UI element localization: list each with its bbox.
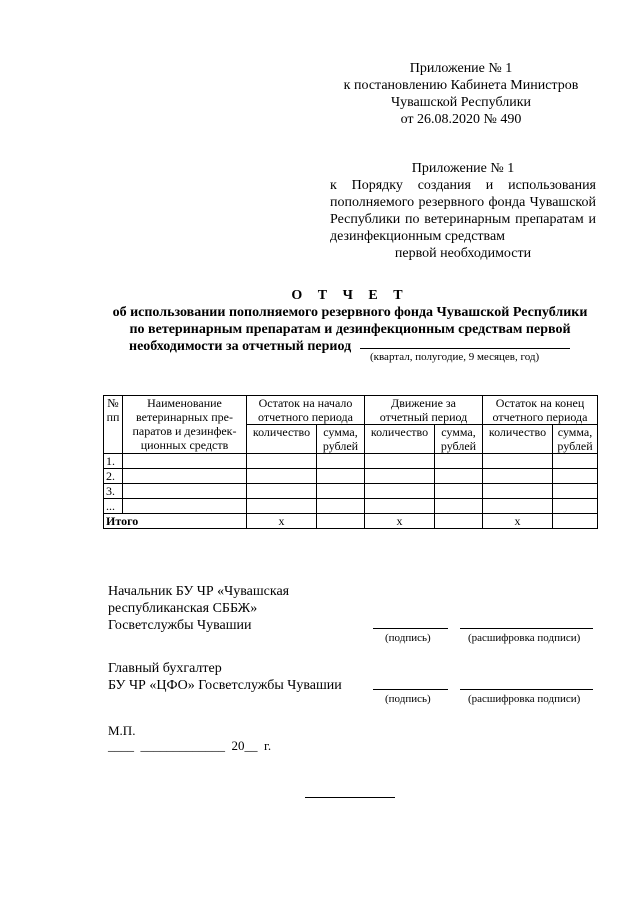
signature-caption: (подпись) — [385, 632, 431, 644]
chief-decode-line[interactable] — [460, 628, 593, 629]
cell[interactable] — [365, 499, 435, 514]
period-hint: (квартал, полугодие, 9 месяцев, год) — [370, 351, 540, 363]
x-mark: х — [483, 514, 553, 529]
cell[interactable] — [483, 484, 553, 499]
appendix-1-line-3: Чувашской Республики — [390, 95, 532, 110]
appendix-1-line-4: от 26.08.2020 № 490 — [400, 112, 522, 127]
chief-line-3: Госветслужбы Чувашии — [108, 618, 252, 633]
cell[interactable] — [123, 499, 247, 514]
row-number: 3. — [104, 484, 123, 499]
row-number: 2. — [104, 469, 123, 484]
row-number: 1. — [104, 454, 123, 469]
cell[interactable] — [435, 514, 483, 529]
cell[interactable] — [247, 484, 317, 499]
chief-line-1: Начальник БУ ЧР «Чувашская — [108, 584, 290, 599]
cell[interactable] — [483, 469, 553, 484]
cell[interactable] — [247, 469, 317, 484]
header-qty: количество — [365, 425, 435, 454]
bottom-separator — [305, 797, 395, 798]
cell[interactable] — [317, 514, 365, 529]
date-line[interactable]: ____ _____________ 20__ г. — [108, 738, 272, 753]
cell[interactable] — [435, 484, 483, 499]
cell[interactable] — [123, 484, 247, 499]
cell[interactable] — [435, 499, 483, 514]
cell[interactable] — [247, 454, 317, 469]
cell[interactable] — [483, 499, 553, 514]
appendix-1-line-1: Приложение № 1 — [409, 61, 513, 76]
cell[interactable] — [247, 499, 317, 514]
header-name: Наименование ветеринарных пре-паратов и дезинфек-ционных средств — [123, 396, 247, 454]
cell[interactable] — [317, 454, 365, 469]
header-qty: количество — [483, 425, 553, 454]
appendix-header-2 — [330, 160, 596, 262]
appendix-2-line-1: Приложение № 1 — [411, 161, 515, 176]
appendix-2-body: к Порядку создания и использования пополняемого резервного фонда Чувашской Республики по ветеринарным препаратам и дезинфекционным средствам — [330, 178, 596, 244]
cell[interactable] — [123, 454, 247, 469]
period-input-line[interactable] — [360, 348, 570, 349]
cell[interactable] — [317, 484, 365, 499]
header-sum: сумма, рублей — [317, 425, 365, 454]
cell[interactable] — [483, 454, 553, 469]
cell[interactable] — [553, 514, 598, 529]
header-qty: количество — [247, 425, 317, 454]
stamp-label: М.П. — [108, 723, 136, 738]
cell[interactable] — [553, 469, 598, 484]
report-subtitle-2: по ветеринарным препаратам и дезинфекционным средствам первой — [129, 322, 571, 337]
x-mark: х — [247, 514, 317, 529]
accountant-line-1: Главный бухгалтер — [108, 661, 222, 676]
header-number: № пп — [104, 396, 123, 454]
report-subtitle-1: об использовании пополняемого резервного фонда Чувашской Республики — [112, 305, 588, 320]
decode-caption: (расшифровка подписи) — [468, 632, 581, 644]
header-sum: сумма, рублей — [553, 425, 598, 454]
cell[interactable] — [365, 469, 435, 484]
row-number: ... — [104, 499, 123, 514]
report-title: О Т Ч Е Т — [291, 288, 409, 303]
cell[interactable] — [553, 484, 598, 499]
table-row — [104, 469, 598, 484]
total-label: Итого — [104, 514, 247, 529]
report-table — [103, 395, 598, 529]
header-sum: сумма, рублей — [435, 425, 483, 454]
accountant-signature-line[interactable] — [373, 689, 448, 690]
signature-caption: (подпись) — [385, 693, 431, 705]
cell[interactable] — [317, 499, 365, 514]
header-end-balance: Остаток на конец отчетного периода — [483, 396, 598, 425]
accountant-block — [108, 660, 342, 694]
cell[interactable] — [553, 454, 598, 469]
report-subtitle-3: необходимости за отчетный период — [129, 339, 352, 354]
header-movement: Движение за отчетный период — [365, 396, 483, 425]
cell[interactable] — [435, 469, 483, 484]
total-row — [104, 514, 598, 529]
table-row — [104, 484, 598, 499]
appendix-2-last: первой необходимости — [394, 246, 532, 261]
chief-line-2: республиканская СББЖ» — [108, 601, 258, 616]
cell[interactable] — [435, 454, 483, 469]
header-start-balance: Остаток на начало отчетного периода — [247, 396, 365, 425]
cell[interactable] — [365, 484, 435, 499]
appendix-header-1 — [330, 60, 592, 128]
x-mark: х — [365, 514, 435, 529]
accountant-decode-line[interactable] — [460, 689, 593, 690]
cell[interactable] — [123, 469, 247, 484]
accountant-line-2: БУ ЧР «ЦФО» Госветслужбы Чувашии — [108, 678, 342, 693]
table-row — [104, 454, 598, 469]
report-title-block — [95, 287, 605, 355]
cell[interactable] — [553, 499, 598, 514]
chief-block — [108, 583, 289, 634]
chief-signature-line[interactable] — [373, 628, 448, 629]
appendix-1-line-2: к постановлению Кабинета Министров — [343, 78, 579, 93]
cell[interactable] — [317, 469, 365, 484]
table-row — [104, 499, 598, 514]
decode-caption: (расшифровка подписи) — [468, 693, 581, 705]
cell[interactable] — [365, 454, 435, 469]
